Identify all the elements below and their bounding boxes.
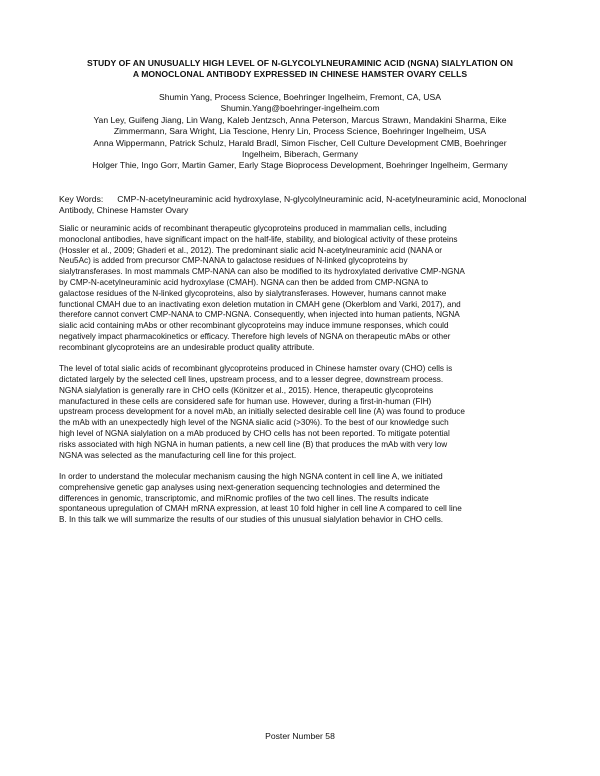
keywords-text: CMP-N-acetylneuraminic acid hydroxylase, N-glycolylneuraminic acid, N-acetylneuraminic acid, Monoclonal Antibody, Chinese Hamster Ovary <box>59 194 527 216</box>
author-email[interactable]: Shumin.Yang@boehringer-ingelheim.com <box>220 103 380 114</box>
paper-title <box>52 58 548 80</box>
paragraph-1: Sialic or neuraminic acids of recombinant therapeutic glycoproteins produced in mammalian cells, including monoclonal antibodies, have significant impact on the half-life, stability, and biological activity of these proteins (Hossler et al., 2009; Ghaderi et al., 2012). The predominant sialic acid N-acetylneuraminic acid (NANA or Neu5Ac) is added from precursor CMP-NANA to galactose residues of N-linked glycoproteins by sialytransferases. In most mammals CMP-NANA can also be modified to its hydroxylated derivative CMP-NGNA by CMP-N-acetylneuraminic acid hydroxylase (CMAH). NGNA can then be added from CMP-NGNA to galactose residues of the N-linked glycoproteins, also by sialytransferases. However, humans cannot make functional CMAH due to an inactivating exon deletion mutation in CMAH gene (Okerblom and Varki, 2017), and therefore cannot convert CMP-NANA to CMP-NGNA. Consequently, when injected into human patients, NGNA sialic acid containing mAbs or other recombinant glycoproteins may induce immune responses, which could negatively impact pharmacokinetics or efficacy. Therefore high levels of NGNA on therapeutic mAbs or other recombinant glycoproteins are an undesirable product quality attribute. <box>59 224 465 352</box>
author-line: Yan Ley, Guifeng Jiang, Lin Wang, Kaleb Jentzsch, Anna Peterson, Marcus Strawn, Mandakini Sharma, Eike <box>93 114 507 125</box>
paragraph-3: In order to understand the molecular mechanism causing the high NGNA content in cell line A, we initiated comprehensive genetic gap analyses using next-generation sequencing technologies and determined the differences in genomic, transcriptomic, and miRnomic profiles of the two cell lines. The results indicate spontaneous upregulation of CMAH mRNA expression, at least 10 fold higher in cell line A compared to cell line B. In this talk we will summarize the results of our studies of this unusual sialylation behavior in CHO cells. <box>59 471 462 525</box>
keywords-label: Key Words: <box>59 194 104 204</box>
author-line: Anna Wippermann, Patrick Schulz, Harald Bradl, Simon Fischer, Cell Culture Development CMB, Boehringer <box>93 137 507 148</box>
author-line: Zimmermann, Sara Wright, Lia Tescione, Henry Lin, Process Science, Boehringer Ingelheim, USA <box>113 126 487 137</box>
title-line-1: STUDY OF AN UNUSUALLY HIGH LEVEL OF N-GLYCOLYLNEURAMINIC ACID (NGNA) SIALYLATION ON <box>86 58 514 68</box>
paragraph-2: The level of total sialic acids of recombinant glycoproteins produced in Chinese hamster ovary (CHO) cells is dictated largely by the selected cell lines, upstream process, and to a lesser degree, downstream process. NGNA sialylation is generally rare in CHO cells (Könitzer et al., 2015). Hence, therapeutic glycoproteins manufactured in these cells are considered safe for human use. However, during a first-in-human (FIH) upstream process development for a novel mAb, an initially selected desirable cell line (A) was found to produce the mAb with an unexpectedly high level of the NGNA sialic acid (>30%). To the best of our knowledge such high level of NGNA sialylation on a mAb produced by CHO cells has not been reported. To mitigate potential risks associated with high NGNA in human patients, a new cell line (B) that produces the mAb with very low NGNA was selected as the manufacturing cell line for this project. <box>59 364 465 460</box>
author-line: Shumin Yang, Process Science, Boehringer Ingelheim, Fremont, CA, USA <box>159 92 441 102</box>
author-block <box>52 92 548 172</box>
author-line: Ingelheim, Biberach, Germany <box>241 149 359 160</box>
abstract-body <box>59 224 545 537</box>
keywords <box>59 194 545 216</box>
poster-number: Poster Number 58 <box>265 731 335 741</box>
title-line-2: A MONOCLONAL ANTIBODY EXPRESSED IN CHINESE HAMSTER OVARY CELLS <box>132 69 468 79</box>
author-line: Holger Thie, Ingo Gorr, Martin Gamer, Early Stage Bioprocess Development, Boehringer Ingelheim, Germany <box>92 160 508 171</box>
